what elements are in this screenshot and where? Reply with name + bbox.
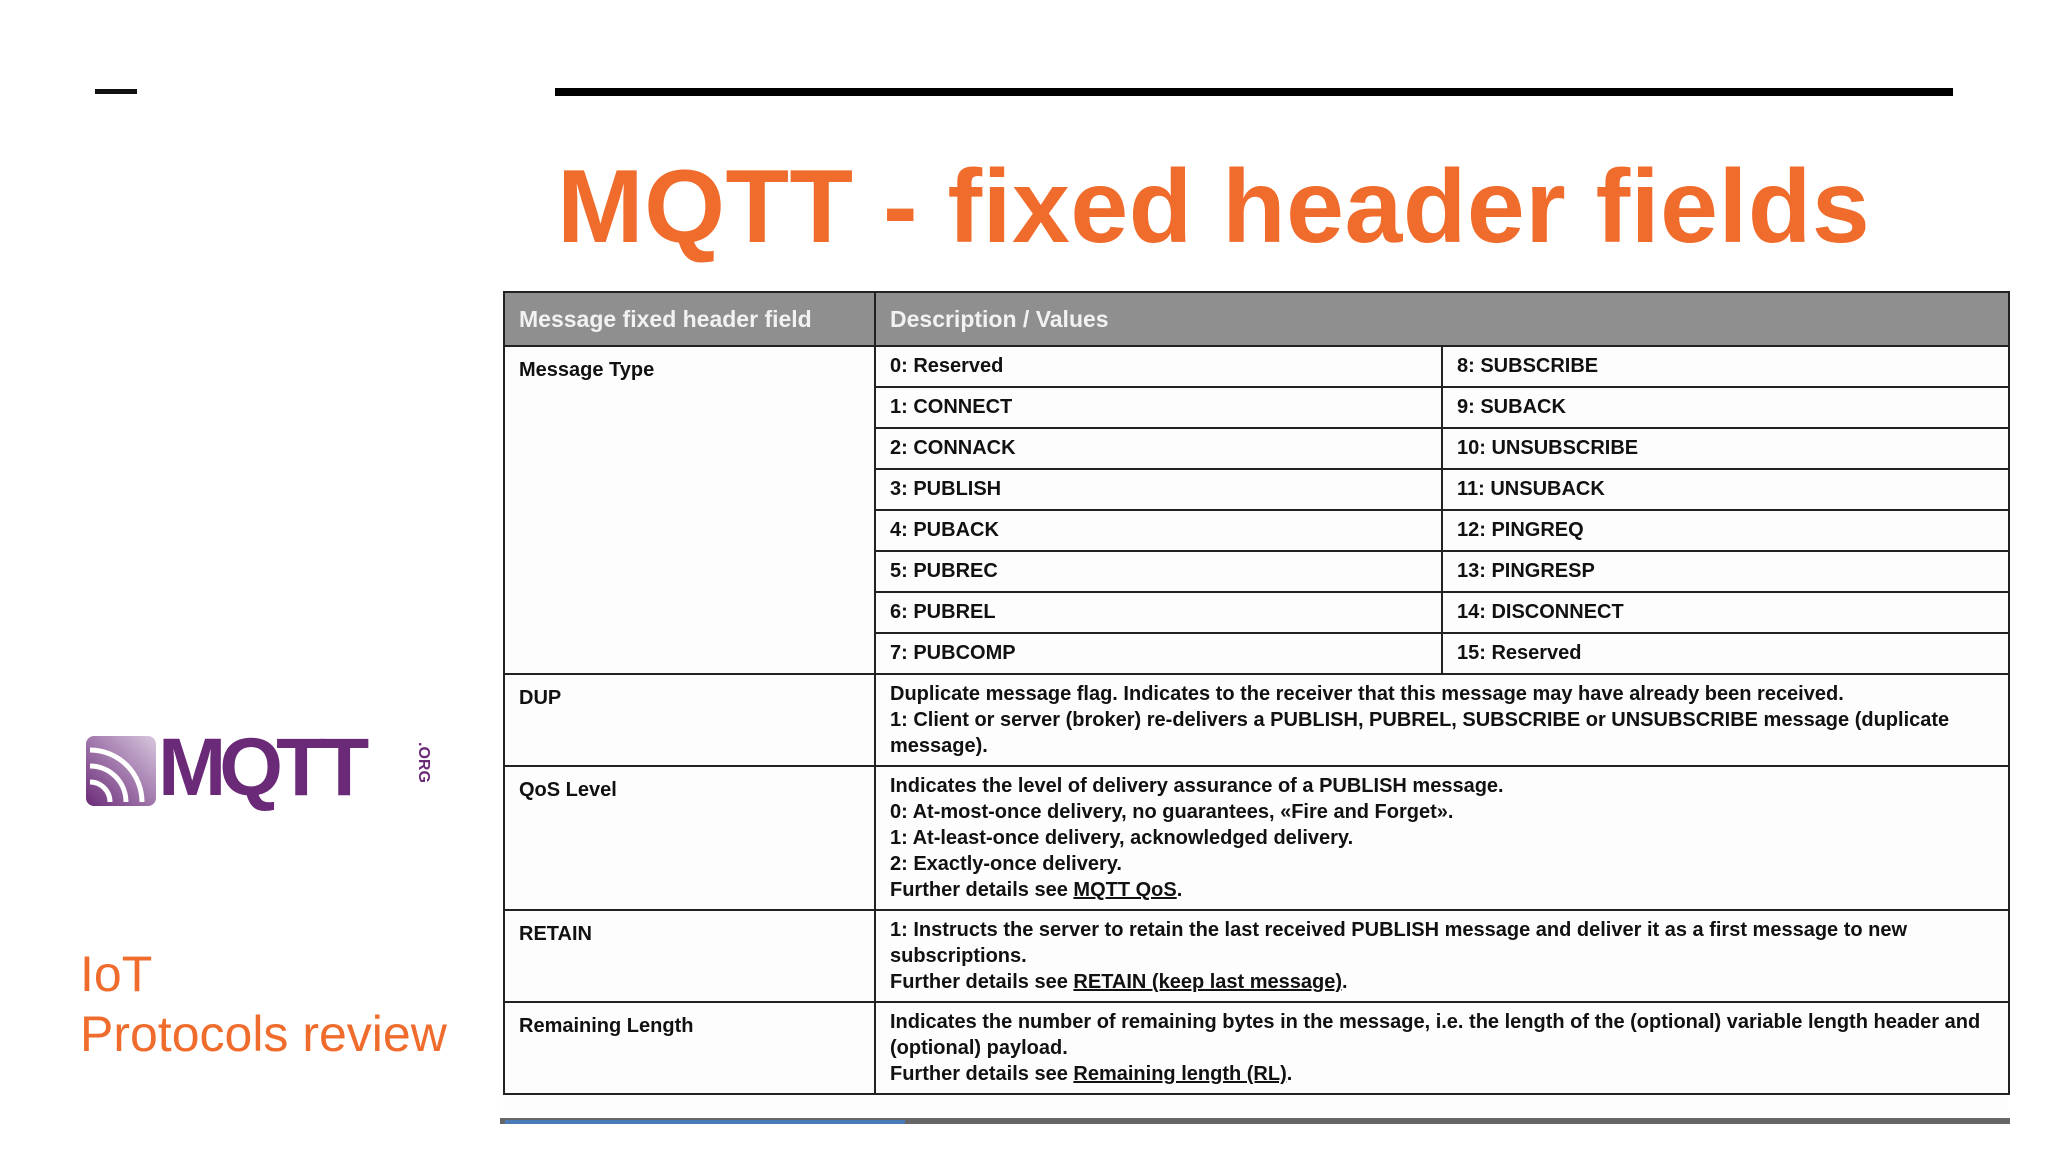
slide-dash-decoration xyxy=(95,89,137,94)
remaining-link[interactable]: Remaining length (RL) xyxy=(1073,1063,1287,1085)
table-bottom-accent xyxy=(505,1120,905,1124)
qos-further-prefix: Further details see xyxy=(890,879,1074,901)
type-value: 4: PUBACK xyxy=(875,510,1442,551)
type-value: 7: PUBCOMP xyxy=(875,633,1442,674)
type-value: 1: CONNECT xyxy=(875,387,1442,428)
remaining-line: Indicates the number of remaining bytes in the message, i.e. the length of the (optional) variable length header and (optional) payload. xyxy=(890,1011,1981,1059)
field-qos: QoS Level xyxy=(504,766,875,910)
side-title-line1: IoT xyxy=(80,946,153,1002)
type-value: 12: PINGREQ xyxy=(1442,510,2009,551)
field-remaining-length: Remaining Length xyxy=(504,1002,875,1094)
table-row xyxy=(504,674,2009,766)
field-dup: DUP xyxy=(504,674,875,766)
mqtt-logo xyxy=(86,722,432,813)
remaining-description xyxy=(875,1002,2009,1094)
qos-description xyxy=(875,766,2009,910)
broadcast-icon xyxy=(86,736,156,806)
qos-line: Indicates the level of delivery assurance of a PUBLISH message. xyxy=(890,775,1504,797)
type-value: 14: DISCONNECT xyxy=(1442,592,2009,633)
type-value: 3: PUBLISH xyxy=(875,469,1442,510)
remaining-further-prefix: Further details see xyxy=(890,1063,1074,1085)
retain-further xyxy=(890,969,1994,995)
retain-line: 1: Instructs the server to retain the last received PUBLISH message and deliver it as a first message to new subscriptions. xyxy=(890,919,1908,967)
retain-link[interactable]: RETAIN (keep last message) xyxy=(1073,971,1343,993)
type-value: 8: SUBSCRIBE xyxy=(1442,346,2009,387)
column-header-description: Description / Values xyxy=(875,292,2009,346)
table-row xyxy=(504,910,2009,1002)
qos-line: 2: Exactly-once delivery. xyxy=(890,853,1122,875)
type-value: 11: UNSUBACK xyxy=(1442,469,2009,510)
qos-link[interactable]: MQTT QoS xyxy=(1073,879,1177,901)
type-value: 13: PINGRESP xyxy=(1442,551,2009,592)
column-header-field: Message fixed header field xyxy=(504,292,875,346)
qos-further xyxy=(890,877,1994,903)
qos-line: 1: At-least-once delivery, acknowledged delivery. xyxy=(890,827,1354,849)
qos-line: 0: At-most-once delivery, no guarantees, «Fire and Forget». xyxy=(890,801,1454,823)
type-value: 6: PUBREL xyxy=(875,592,1442,633)
side-title-line2: Protocols review xyxy=(80,1006,447,1062)
retain-suffix: . xyxy=(1342,971,1348,993)
title-rule xyxy=(555,88,1953,96)
table-row xyxy=(504,1002,2009,1094)
table-row xyxy=(504,346,2009,387)
qos-suffix: . xyxy=(1176,879,1183,901)
type-value: 5: PUBREC xyxy=(875,551,1442,592)
dup-line: Duplicate message flag. Indicates to the receiver that this message may have already been received. xyxy=(890,683,1844,705)
side-title xyxy=(80,944,447,1064)
dup-line: 1: Client or server (broker) re-delivers a PUBLISH, PUBREL, SUBSCRIBE or UNSUBSCRIBE message (duplicate message). xyxy=(890,709,1950,757)
logo-org: .ORG xyxy=(415,742,432,783)
field-message-type: Message Type xyxy=(504,346,875,674)
dup-description xyxy=(875,674,2009,766)
retain-further-prefix: Further details see xyxy=(890,971,1074,993)
header-fields-table xyxy=(503,291,2008,1119)
field-retain: RETAIN xyxy=(504,910,875,1002)
type-value: 2: CONNACK xyxy=(875,428,1442,469)
remaining-further xyxy=(890,1061,1994,1087)
type-value: 9: SUBACK xyxy=(1442,387,2009,428)
type-value: 15: Reserved xyxy=(1442,633,2009,674)
logo-text: MQTT xyxy=(158,722,363,813)
type-value: 0: Reserved xyxy=(875,346,1442,387)
type-value: 10: UNSUBSCRIBE xyxy=(1442,428,2009,469)
table-row xyxy=(504,766,2009,910)
retain-description xyxy=(875,910,2009,1002)
slide-title: MQTT - fixed header fields xyxy=(557,149,1871,265)
table-header-row xyxy=(504,292,2009,346)
remaining-suffix: . xyxy=(1286,1063,1293,1085)
